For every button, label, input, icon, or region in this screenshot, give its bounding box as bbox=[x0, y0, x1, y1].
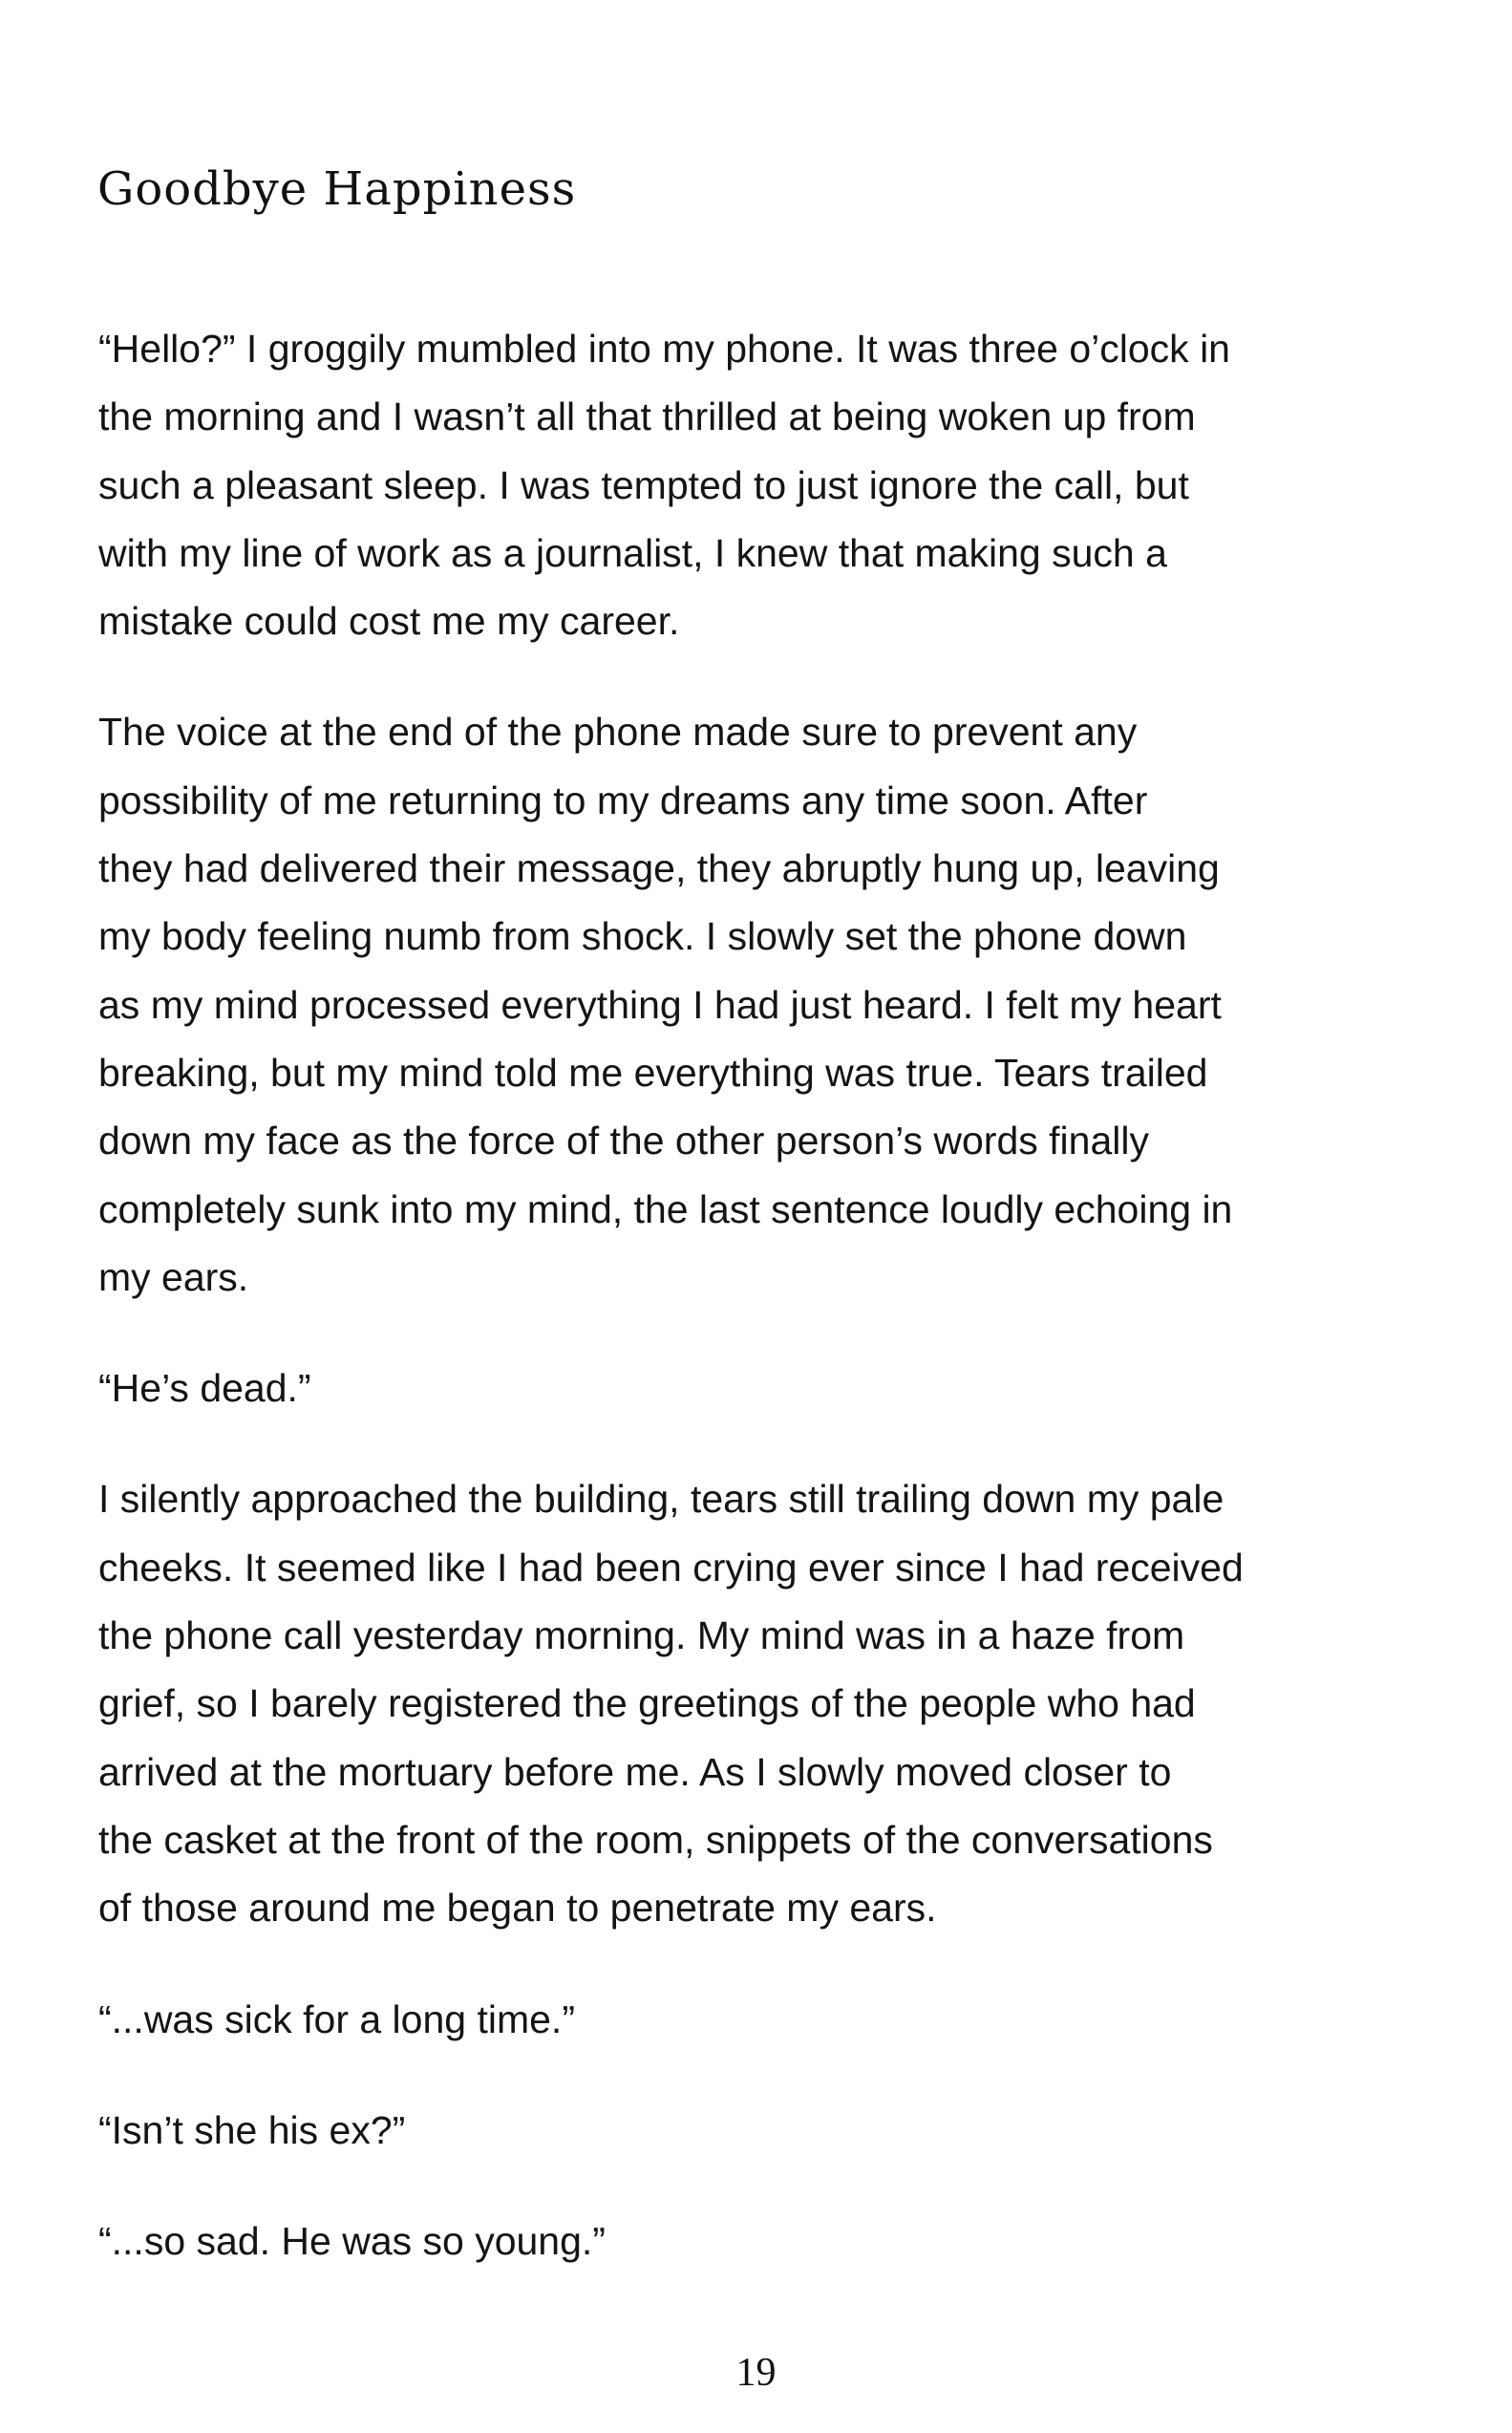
text-line: completely sunk into my mind, the last sentence loudly echoing in bbox=[98, 1186, 1233, 1231]
paragraph bbox=[98, 315, 1426, 655]
paragraph bbox=[98, 1465, 1426, 1942]
text-line: such a pleasant sleep. I was tempted to just ignore the call, but bbox=[98, 462, 1189, 507]
text-line: possibility of me returning to my dreams any time soon. After bbox=[98, 778, 1148, 822]
page-number: 19 bbox=[735, 2351, 777, 2395]
text-line: they had delivered their message, they abruptly hung up, leaving bbox=[98, 846, 1220, 891]
paragraph bbox=[98, 1986, 1426, 2054]
text-line: with my line of work as a journalist, I knew that making such a bbox=[98, 530, 1167, 575]
paragraph bbox=[98, 1355, 1426, 1422]
text-line: my body feeling numb from shock. I slowly set the phone down bbox=[98, 914, 1187, 959]
text-line: “...was sick for a long time.” bbox=[98, 1996, 575, 2041]
text-line: as my mind processed everything I had just heard. I felt my heart bbox=[98, 982, 1222, 1027]
text-line: down my face as the force of the other person’s words finally bbox=[98, 1119, 1149, 1163]
text-line: the phone call yesterday morning. My mind was in a haze from bbox=[98, 1613, 1185, 1658]
paragraph bbox=[98, 698, 1426, 1312]
text-line: arrived at the mortuary before me. As I slowly moved closer to bbox=[98, 1749, 1172, 1794]
text-line: I silently approached the building, tears still trailing down my pale bbox=[98, 1477, 1225, 1522]
text-line: mistake could cost me my career. bbox=[98, 599, 680, 644]
text-line: The voice at the end of the phone made sure to prevent any bbox=[98, 710, 1138, 755]
text-line: my ears. bbox=[98, 1254, 249, 1299]
paragraph bbox=[98, 2097, 1426, 2165]
text-line: breaking, but my mind told me everything was true. Tears trailed bbox=[98, 1050, 1208, 1095]
text-line: “Hello?” I groggily mumbled into my phone. It was three o’clock in bbox=[98, 327, 1230, 371]
text-line: “Isn’t she his ex?” bbox=[98, 2107, 406, 2152]
text-line: grief, so I barely registered the greetings of the people who had bbox=[98, 1681, 1196, 1726]
paragraph bbox=[98, 2208, 1426, 2275]
text-line: of those around me began to penetrate my ears. bbox=[98, 1886, 937, 1931]
text-line: “...so sad. He was so young.” bbox=[98, 2219, 606, 2264]
text-line: the casket at the front of the room, snippets of the conversations bbox=[98, 1817, 1213, 1862]
text-line: the morning and I wasn’t all that thrilled at being woken up from bbox=[98, 395, 1196, 439]
text-line: “He’s dead.” bbox=[98, 1366, 311, 1411]
text-line: cheeks. It seemed like I had been crying ever since I had received bbox=[98, 1545, 1244, 1590]
chapter-title: Goodbye Happiness bbox=[97, 162, 577, 216]
body-text bbox=[98, 315, 1426, 2318]
